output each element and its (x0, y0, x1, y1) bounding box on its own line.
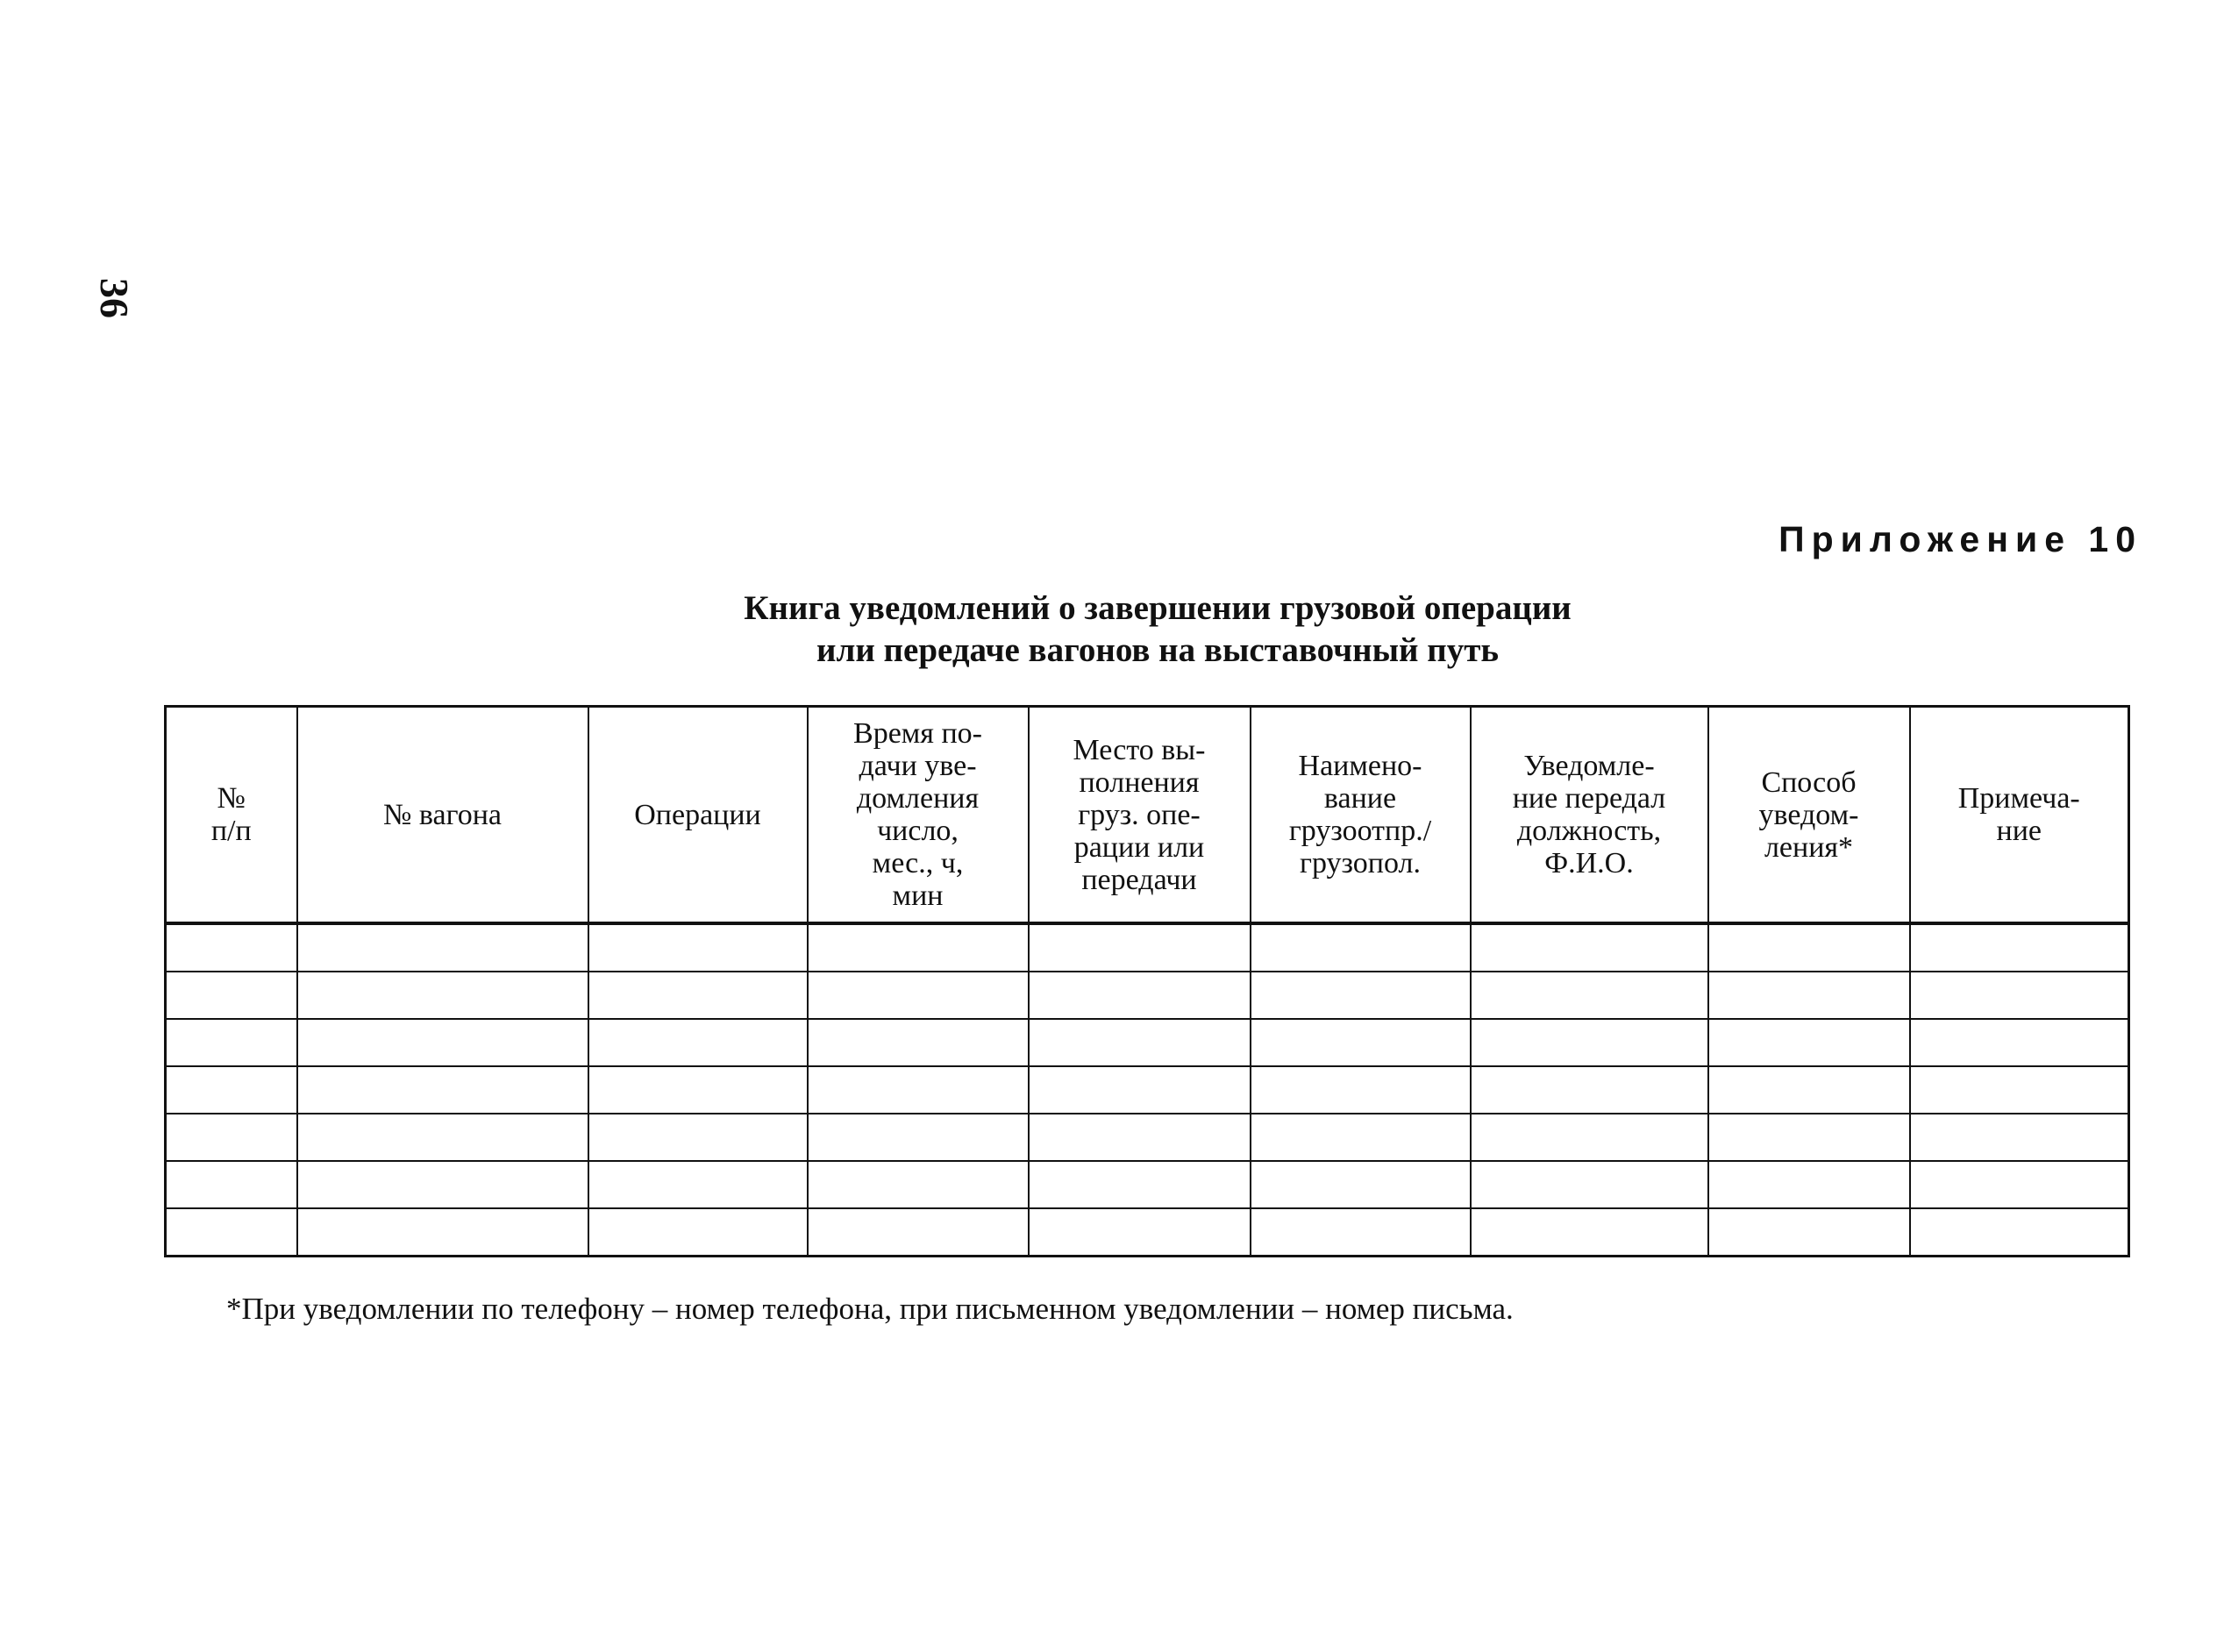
table-cell (1251, 1114, 1471, 1161)
table-cell (808, 1114, 1029, 1161)
table-cell (1029, 972, 1251, 1019)
document-title (526, 587, 1789, 672)
table-cell (166, 1161, 297, 1208)
table-cell (1471, 923, 1708, 972)
table-cell (1251, 923, 1471, 972)
table-cell (297, 1114, 588, 1161)
table-cell (1910, 923, 2129, 972)
table-cell (166, 1066, 297, 1114)
table-cell (808, 972, 1029, 1019)
table-cell (808, 1019, 1029, 1066)
document-title-line-1: Книга уведомлений о завершении грузовой операции (744, 589, 1572, 627)
table-cell (1708, 1114, 1910, 1161)
column-header-notified-by: Уведомле- ние передал должность, Ф.И.О. (1471, 707, 1708, 924)
table-cell (588, 1019, 808, 1066)
table-row (166, 1208, 2129, 1257)
table-row (166, 1019, 2129, 1066)
table-cell (588, 1208, 808, 1257)
table-row (166, 1066, 2129, 1114)
table-header-row (166, 707, 2129, 924)
table-cell (1251, 1161, 1471, 1208)
table-cell (1471, 1161, 1708, 1208)
table-cell (808, 923, 1029, 972)
table-cell (1029, 1066, 1251, 1114)
table-cell (1708, 1019, 1910, 1066)
table-cell (1910, 1066, 2129, 1114)
table-cell (1471, 1208, 1708, 1257)
table-cell (1708, 972, 1910, 1019)
column-header-wagon-number: № вагона (297, 707, 588, 924)
table-cell (166, 1114, 297, 1161)
table-cell (588, 1161, 808, 1208)
column-header-row-number: № п/п (166, 707, 297, 924)
table-cell (1029, 1019, 1251, 1066)
table-cell (1910, 1161, 2129, 1208)
table-cell (1471, 1114, 1708, 1161)
table-cell (166, 1208, 297, 1257)
table-cell (1471, 1066, 1708, 1114)
table-cell (297, 972, 588, 1019)
column-header-note: Примеча- ние (1910, 707, 2129, 924)
table-cell (1029, 1208, 1251, 1257)
footnote: *При уведомлении по телефону – номер телефона, при письменном уведомлении – номер письма. (226, 1292, 1514, 1326)
table-cell (1471, 972, 1708, 1019)
table-cell (1471, 1019, 1708, 1066)
table-cell (1910, 1208, 2129, 1257)
table-cell (588, 1066, 808, 1114)
table-cell (1910, 1019, 2129, 1066)
table-cell (1910, 1114, 2129, 1161)
column-header-operation-place: Место вы- полнения груз. опе- рации или передачи (1029, 707, 1251, 924)
table-cell (1251, 1066, 1471, 1114)
table-cell (297, 923, 588, 972)
table-cell (1708, 1066, 1910, 1114)
table-cell (297, 1019, 588, 1066)
appendix-label: Приложение 10 (1778, 519, 2142, 559)
table-body (166, 923, 2129, 1257)
column-header-notification-method: Способ уведом- ления* (1708, 707, 1910, 924)
table-cell (1251, 1019, 1471, 1066)
column-header-notification-time: Время по- дачи уве- домления число, мес., ч, мин (808, 707, 1029, 924)
table-cell (297, 1066, 588, 1114)
table-cell (297, 1208, 588, 1257)
table-cell (588, 1114, 808, 1161)
table-cell (1251, 972, 1471, 1019)
table-row (166, 972, 2129, 1019)
table-cell (588, 972, 808, 1019)
table-cell (166, 1019, 297, 1066)
table-cell (1910, 972, 2129, 1019)
table-cell (808, 1161, 1029, 1208)
table-cell (808, 1066, 1029, 1114)
table-cell (1029, 1114, 1251, 1161)
table-cell (1708, 1208, 1910, 1257)
notification-log-table (164, 705, 2130, 1257)
column-header-operations: Операции (588, 707, 808, 924)
column-header-shipper-consignee: Наимено- вание грузоотпр./ грузопол. (1251, 707, 1471, 924)
table-cell (297, 1161, 588, 1208)
table-cell (1029, 923, 1251, 972)
document-title-line-2: или передаче вагонов на выставочный путь (816, 631, 1500, 669)
table-cell (166, 972, 297, 1019)
page-number: 36 (92, 278, 137, 318)
table-cell (1708, 1161, 1910, 1208)
table-row (166, 923, 2129, 972)
table-cell (1251, 1208, 1471, 1257)
table-cell (1708, 923, 1910, 972)
table-cell (808, 1208, 1029, 1257)
table-cell (1029, 1161, 1251, 1208)
table-row (166, 1114, 2129, 1161)
table-row (166, 1161, 2129, 1208)
table-cell (166, 923, 297, 972)
table-cell (588, 923, 808, 972)
